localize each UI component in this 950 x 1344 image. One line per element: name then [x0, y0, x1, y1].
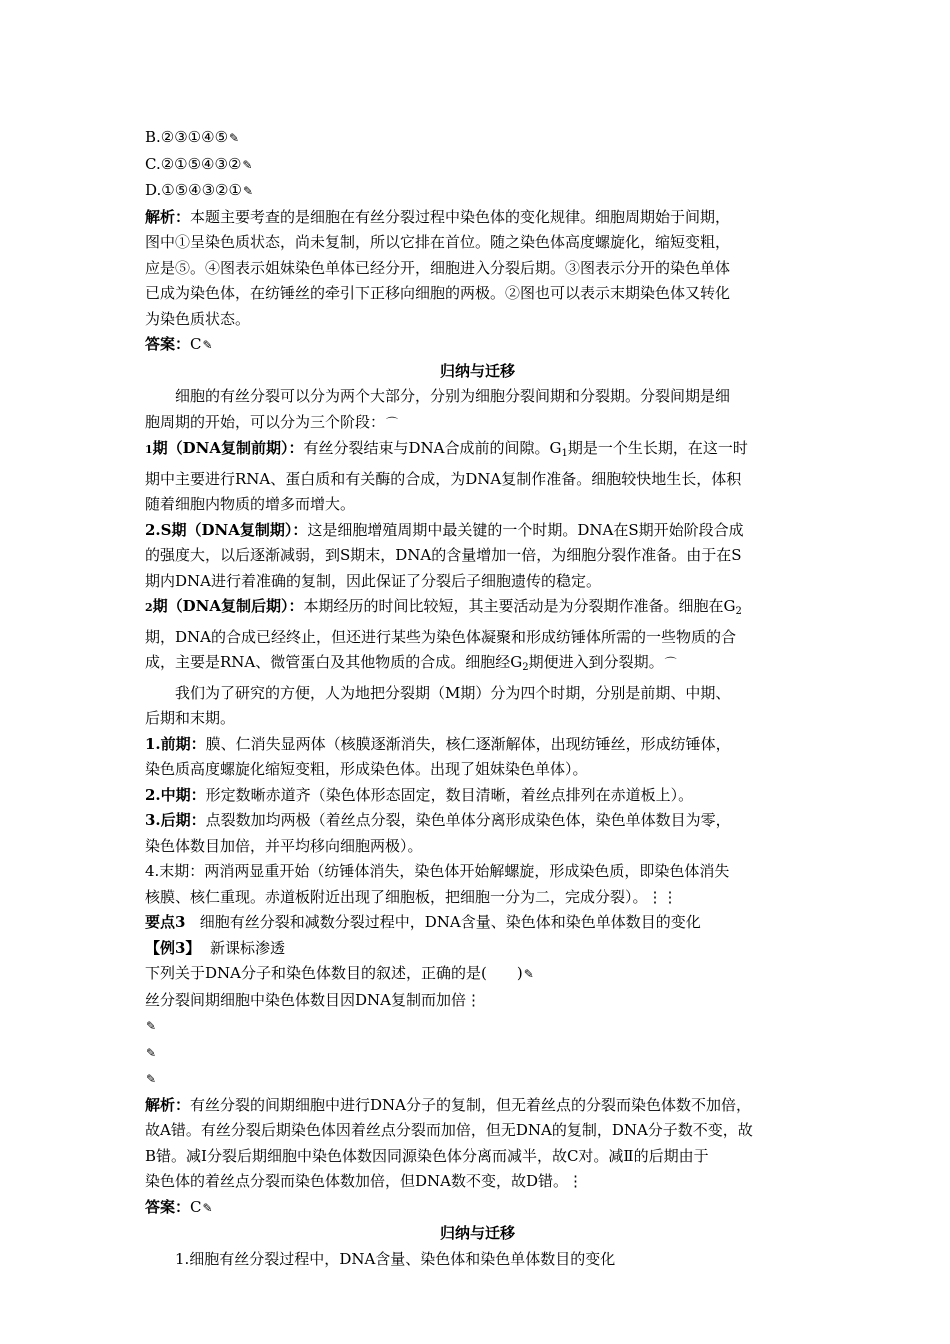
edit-mark-icon: ✎ — [242, 184, 254, 198]
g1-phase: 1期（DNA复制前期）：有丝分裂结束与DNA合成前的间隙。$G_1$期是一个生长期，在这一时 期中主要进行RNA、蛋白质和有关酶的合成，为DNA复制作准备。细胞较快地生长，体积 随着细胞内物质的增多而增大。 — [145, 439, 748, 513]
analysis-1: 解析：本题主要考查的是细胞在有丝分裂过程中染色体的变化规律。细胞周期始于间期， 图中①呈染色质状态，尚未复制，所以它排在首位。随之染色体高度螺旋化，缩短变粗， 应是⑤。④图表示姐妹染色单体已经分开，细胞进入分裂后期。③图表示分开的染色单体 已成为染色体，在纺锤丝的牵引下正移向细胞的两极。②图也可以表示末期染色体又转化 为染色质状态。 — [145, 207, 731, 328]
section-title-2: 归纳与迁移 — [439, 1224, 515, 1242]
edit-mark-icon: ✎ — [202, 338, 213, 352]
edit-mark-icon: ✎ — [146, 1019, 157, 1033]
edit-mark-icon: ✎ — [146, 1045, 157, 1060]
g2-phase: 2期（DNA复制后期）：本期经历的时间比较短，其主要活动是为分裂期作准备。细胞在$G_2$ 期，DNA的合成已经终止，但还进行某些为染色体凝聚和形成纺锤体所需的一些物质的合 成，主要是RNA、微管蛋白及其他物质的合成。细胞经$G_2$期便进入到分裂期。⌒ — [145, 597, 742, 673]
intro-paragraph: 细胞的有丝分裂可以分为两个大部分，分别为细胞分裂间期和分裂期。分裂间期是细 胞周期的开始，可以分为三个阶段：⌒ — [145, 387, 731, 431]
option-d: D.①⑤④③②①✎ — [145, 181, 254, 199]
analysis-2: 解析：有丝分裂的间期细胞中进行DNA分子的复制，但无着丝点的分裂而染色体数不加倍， 故A错。有丝分裂后期染色体因着丝点分裂而加倍，但无DNA的复制，DNA分子数不变，故 B错。减Ⅰ分裂后期细胞中染色体数因同源染色体分离而减半，故C对。减Ⅱ的后期由于 染色体的着丝点分裂而染色体数加倍，但DNA数不变，故D错。⋮ — [145, 1095, 753, 1190]
s-phase: 2.S期（DNA复制期）：这是细胞增殖周期中最关键的一个时期。DNA在S期开始阶段合成 的强度大，以后逐渐减弱，到S期末，DNA的含量增加一倍，为细胞分裂作准备。由于在S 期内DNA进行着准确的复制，因此保证了分裂后子细胞遗传的稳定。 — [145, 520, 744, 590]
blank-option — [145, 1013, 810, 1040]
blank-option — [145, 1040, 810, 1067]
answer-1: 答案：C✎ — [145, 335, 213, 353]
edit-mark-icon: ✎ — [229, 131, 240, 145]
telophase: 4.末期：两消两显重开始（纺锤体消失，染色体开始解螺旋，形成染色质，即染色体消失 核膜、核仁重现。赤道板附近出现了细胞板，把细胞一分为二，完成分裂）。⋮⋮ — [145, 862, 730, 906]
blank-option — [145, 1066, 810, 1093]
prophase: 1.前期：膜、仁消失显两体（核膜逐渐消失，核仁逐渐解体，出现纺锤丝，形成纺锤体， 染色质高度螺旋化缩短变粗，形成染色体。出现了姐妹染色单体）。 — [145, 734, 731, 778]
m-phase-paragraph: 我们为了研究的方便，人为地把分裂期（M期）分为四个时期，分别是前期、中期、 后期和末期。 — [145, 683, 731, 727]
metaphase: 2.中期：形定数晰赤道齐（染色体形态固定，数目清晰，着丝点排列在赤道板上）。 — [145, 785, 694, 804]
example-3-header: 【例3】 新课标渗透 — [145, 938, 285, 957]
question-stem: 下列关于DNA分子和染色体数目的叙述，正确的是( )✎ — [145, 964, 534, 982]
anaphase: 3.后期：点裂数加均两极（着丝点分裂，染色单体分离形成染色体，染色单体数目为零， 染色体数目加倍，并平均移向细胞两极）。 — [145, 811, 731, 855]
key-point-3: 要点3 细胞有丝分裂和减数分裂过程中，DNA含量、染色体和染色单体数目的变化 — [145, 913, 701, 931]
option-c: C.②①⑤④③②✎ — [145, 154, 253, 173]
question-option-a: 丝分裂间期细胞中染色体数目因DNA复制而加倍⋮ — [145, 990, 481, 1009]
option-b: B.②③①④⑤✎ — [145, 128, 240, 146]
fold-mark-icon: ⌒ — [386, 415, 399, 430]
edit-mark-icon: ✎ — [523, 967, 534, 981]
fold-mark-icon: ⌒ — [664, 656, 677, 670]
edit-mark-icon: ✎ — [146, 1072, 157, 1086]
edit-mark-icon: ✎ — [242, 157, 253, 172]
section-title-1: 归纳与迁移 — [439, 361, 515, 380]
document-body — [145, 125, 810, 1272]
answer-2: 答案：C✎ — [145, 1197, 213, 1216]
edit-mark-icon: ✎ — [202, 1200, 213, 1215]
final-line: 1.细胞有丝分裂过程中，DNA含量、染色体和染色单体数目的变化 — [175, 1249, 616, 1268]
